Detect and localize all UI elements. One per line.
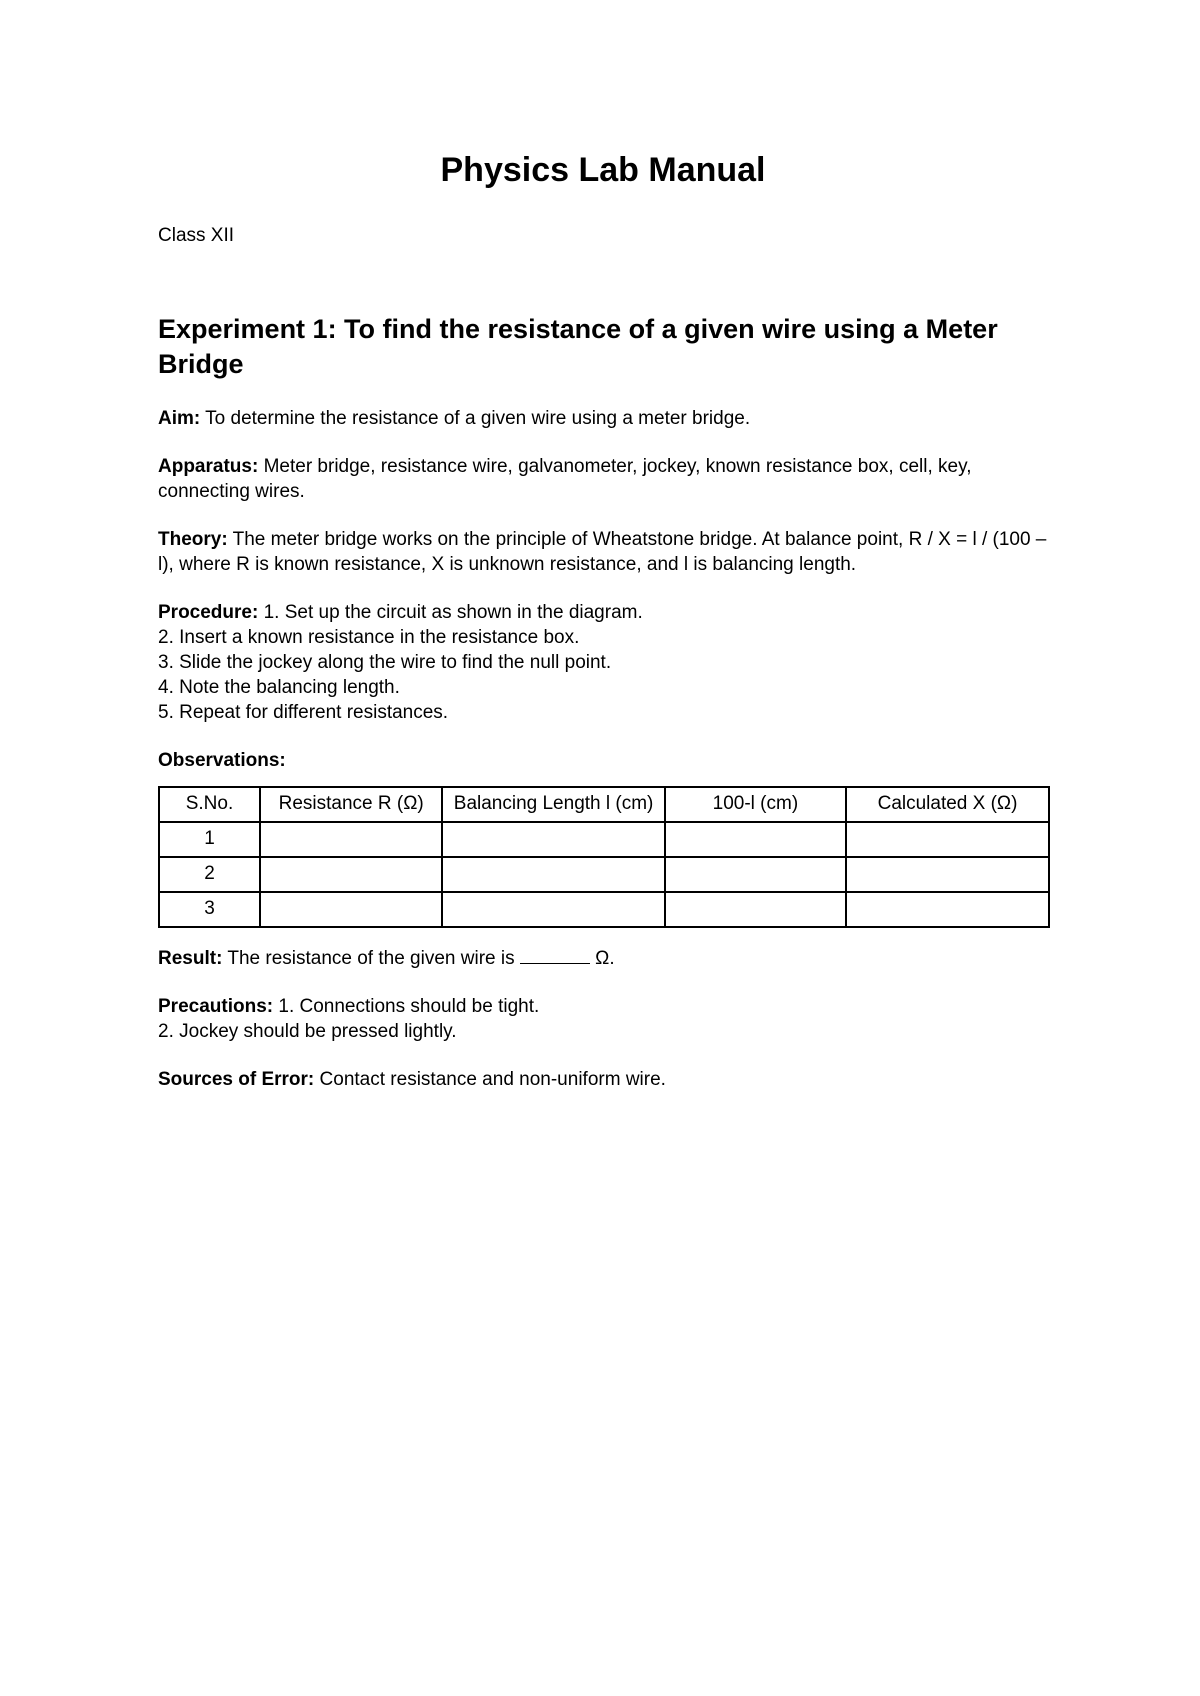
result-text: The resistance of the given wire is xyxy=(227,947,515,969)
sources-of-error-text: Contact resistance and non-uniform wire. xyxy=(319,1068,666,1090)
table-cell xyxy=(260,892,442,927)
procedure-step: 2. Insert a known resistance in the resistance box. xyxy=(158,626,580,648)
table-cell xyxy=(665,857,846,892)
apparatus-label: Apparatus: xyxy=(158,455,259,477)
table-cell xyxy=(846,857,1049,892)
class-label: Class XII xyxy=(158,224,235,246)
result-section xyxy=(158,946,1048,971)
aim-label: Aim: xyxy=(158,407,201,429)
apparatus-text: Meter bridge, resistance wire, galvanometer, jockey, known resistance box, cell, key, connecting wires. xyxy=(158,455,972,502)
theory-text: The meter bridge works on the principle of Wheatstone bridge. At balance point, R / X = l / (100 – l), where R is known resistance, X is unknown resistance, and l is balancing length. xyxy=(158,528,1047,575)
procedure-label: Procedure: xyxy=(158,601,259,623)
table-cell xyxy=(846,892,1049,927)
procedure-step: 1. Set up the circuit as shown in the diagram. xyxy=(263,601,643,623)
table-row xyxy=(159,822,1049,857)
table-row xyxy=(159,857,1049,892)
experiment-heading: Experiment 1: To find the resistance of a given wire using a Meter Bridge xyxy=(158,313,998,380)
result-blank xyxy=(520,946,590,964)
apparatus-section xyxy=(158,454,1048,504)
observations-table xyxy=(158,786,1050,928)
theory-section xyxy=(158,527,1048,577)
aim-section xyxy=(158,406,1048,431)
table-cell xyxy=(665,822,846,857)
table-cell xyxy=(442,822,664,857)
table-cell xyxy=(260,857,442,892)
procedure-step: 5. Repeat for different resistances. xyxy=(158,701,449,723)
sources-of-error-label: Sources of Error: xyxy=(158,1068,315,1090)
precaution-item: 2. Jockey should be pressed lightly. xyxy=(158,1020,457,1042)
procedure-step: 4. Note the balancing length. xyxy=(158,676,400,698)
column-header: Calculated X (Ω) xyxy=(846,787,1049,822)
result-unit: Ω. xyxy=(595,947,615,969)
page-title: Physics Lab Manual xyxy=(440,151,766,189)
precautions-label: Precautions: xyxy=(158,995,274,1017)
theory-label: Theory: xyxy=(158,528,228,550)
sources-of-error-section xyxy=(158,1067,1048,1092)
result-label: Result: xyxy=(158,947,223,969)
column-header: Balancing Length l (cm) xyxy=(442,787,664,822)
procedure-step: 3. Slide the jockey along the wire to find the null point. xyxy=(158,651,612,673)
table-cell: 2 xyxy=(159,857,260,892)
observations-label: Observations: xyxy=(158,749,286,771)
column-header: Resistance R (Ω) xyxy=(260,787,442,822)
column-header: 100-l (cm) xyxy=(665,787,846,822)
table-cell xyxy=(442,892,664,927)
table-cell: 3 xyxy=(159,892,260,927)
observations-section xyxy=(158,748,1048,773)
table-cell xyxy=(665,892,846,927)
aim-text: To determine the resistance of a given wire using a meter bridge. xyxy=(205,407,751,429)
table-cell xyxy=(442,857,664,892)
table-cell: 1 xyxy=(159,822,260,857)
document-page xyxy=(158,150,1048,1092)
procedure-section xyxy=(158,600,1048,725)
precautions-section xyxy=(158,994,1048,1044)
column-header: S.No. xyxy=(159,787,260,822)
table-row xyxy=(159,892,1049,927)
precaution-item: 1. Connections should be tight. xyxy=(278,995,540,1017)
table-cell xyxy=(846,822,1049,857)
table-cell xyxy=(260,822,442,857)
table-header-row xyxy=(159,787,1049,822)
